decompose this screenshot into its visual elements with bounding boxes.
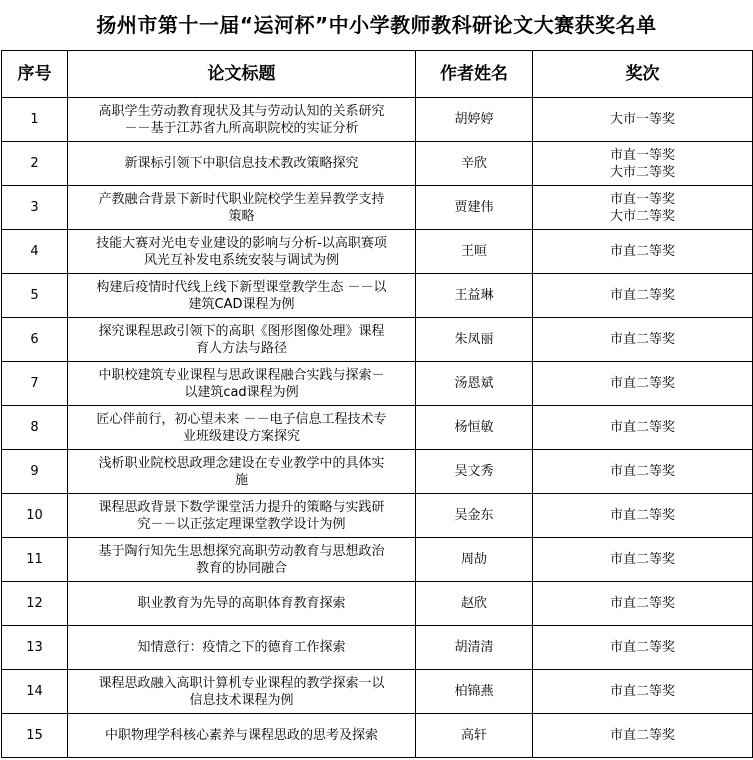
row-index: 12 bbox=[2, 582, 68, 626]
row-index: 2 bbox=[2, 142, 68, 186]
paper-title-line: 课程思政背景下数学课堂活力提升的策略与实践研 bbox=[98, 499, 385, 515]
row-index: 3 bbox=[2, 186, 68, 230]
row-index: 13 bbox=[2, 626, 68, 670]
award-level: 市直一等奖 bbox=[609, 147, 675, 163]
paper-title-cell bbox=[68, 362, 416, 406]
table-row bbox=[2, 318, 753, 362]
author-name: 赵欣 bbox=[416, 582, 533, 626]
award-cell bbox=[533, 670, 753, 714]
award-level: 大市二等奖 bbox=[609, 164, 675, 180]
paper-title-line: 探究课程思政引领下的高职《图形图像处理》课程 bbox=[98, 323, 385, 339]
award-level: 市直二等奖 bbox=[609, 244, 675, 259]
author-name: 王晅 bbox=[416, 230, 533, 274]
table-row bbox=[2, 142, 753, 186]
author-name: 胡婷婷 bbox=[416, 98, 533, 142]
award-cell bbox=[533, 318, 753, 362]
award-cell bbox=[533, 98, 753, 142]
paper-title-line: 中职校建筑专业课程与思政课程融合实践与探索－ bbox=[98, 367, 385, 383]
header-award: 奖次 bbox=[533, 51, 753, 98]
table-row bbox=[2, 362, 753, 406]
table-row bbox=[2, 98, 753, 142]
author-name: 汤恩斌 bbox=[416, 362, 533, 406]
award-level: 大市一等奖 bbox=[609, 112, 675, 127]
paper-title-line: 施 bbox=[234, 472, 248, 488]
award-level: 市直二等奖 bbox=[609, 420, 675, 435]
header-index: 序号 bbox=[2, 51, 68, 98]
table-row bbox=[2, 274, 753, 318]
award-level: 市直二等奖 bbox=[609, 508, 675, 523]
paper-title-cell bbox=[68, 582, 416, 626]
paper-title-line: 匠心伴前行，初心望未来 －－电子信息工程技术专 bbox=[96, 411, 387, 427]
paper-title-cell bbox=[68, 230, 416, 274]
paper-title-line: 职业教育为先导的高职体育教育探索 bbox=[137, 596, 346, 611]
author-name: 王益琳 bbox=[416, 274, 533, 318]
table-row bbox=[2, 406, 753, 450]
author-name: 柏锦燕 bbox=[416, 670, 533, 714]
paper-title-cell bbox=[68, 670, 416, 714]
award-cell bbox=[533, 362, 753, 406]
row-index: 11 bbox=[2, 538, 68, 582]
row-index: 6 bbox=[2, 318, 68, 362]
paper-title-line: 课程思政融入高职计算机专业课程的教学探索一以 bbox=[98, 675, 385, 691]
row-index: 8 bbox=[2, 406, 68, 450]
row-index: 1 bbox=[2, 98, 68, 142]
award-level: 市直二等奖 bbox=[609, 640, 675, 655]
paper-title-line: 究－－以正弦定理课堂教学设计为例 bbox=[137, 516, 346, 532]
row-index: 4 bbox=[2, 230, 68, 274]
table-row bbox=[2, 230, 753, 274]
award-level: 市直二等奖 bbox=[609, 376, 675, 391]
paper-title-line: 高职学生劳动教育现状及其与劳动认知的关系研究 bbox=[98, 103, 385, 119]
award-level: 市直二等奖 bbox=[609, 684, 675, 699]
award-level: 市直一等奖 bbox=[609, 191, 675, 207]
paper-title-line: 策略 bbox=[228, 208, 255, 224]
header-row bbox=[2, 51, 753, 98]
award-cell bbox=[533, 230, 753, 274]
paper-title-cell bbox=[68, 318, 416, 362]
paper-title-line: 教育的协同融合 bbox=[195, 560, 287, 576]
author-name: 吴金东 bbox=[416, 494, 533, 538]
paper-title-line: 技能大赛对光电专业建设的影响与分析-以高职赛项 bbox=[96, 235, 387, 251]
table-row bbox=[2, 582, 753, 626]
award-cell bbox=[533, 494, 753, 538]
author-name: 高轩 bbox=[416, 714, 533, 758]
award-cell bbox=[533, 274, 753, 318]
award-level: 市直二等奖 bbox=[609, 464, 675, 479]
paper-title-line: 新课标引领下中职信息技术教改策略探究 bbox=[124, 156, 359, 171]
paper-title-line: 育人方法与路径 bbox=[195, 340, 287, 356]
table-row bbox=[2, 494, 753, 538]
award-level: 大市二等奖 bbox=[609, 208, 675, 224]
award-cell bbox=[533, 450, 753, 494]
paper-title-cell bbox=[68, 406, 416, 450]
paper-title-line: 构建后疫情时代线上线下新型课堂教学生态 －－以 bbox=[96, 279, 387, 295]
author-name: 周劼 bbox=[416, 538, 533, 582]
paper-title-line: 浅析职业院校思政理念建设在专业教学中的具体实 bbox=[98, 455, 385, 471]
row-index: 9 bbox=[2, 450, 68, 494]
table-row bbox=[2, 538, 753, 582]
table-row bbox=[2, 714, 753, 758]
paper-title-cell bbox=[68, 98, 416, 142]
paper-title-cell bbox=[68, 142, 416, 186]
award-level: 市直二等奖 bbox=[609, 288, 675, 303]
header-author: 作者姓名 bbox=[416, 51, 533, 98]
author-name: 辛欣 bbox=[416, 142, 533, 186]
paper-title-line: 中职物理学科核心素养与课程思政的思考及探索 bbox=[104, 728, 378, 743]
paper-title-cell bbox=[68, 626, 416, 670]
table-row bbox=[2, 670, 753, 714]
paper-title-line: －－基于江苏省九所高职院校的实证分析 bbox=[124, 120, 359, 136]
award-table bbox=[1, 50, 753, 758]
author-name: 杨恒敏 bbox=[416, 406, 533, 450]
award-cell bbox=[533, 406, 753, 450]
award-cell bbox=[533, 142, 753, 186]
page-title: 扬州市第十一届“运河杯”中小学教师教科研论文大赛获奖名单 bbox=[96, 13, 657, 37]
row-index: 10 bbox=[2, 494, 68, 538]
award-level: 市直二等奖 bbox=[609, 552, 675, 567]
table-row bbox=[2, 450, 753, 494]
row-index: 5 bbox=[2, 274, 68, 318]
paper-title-cell bbox=[68, 714, 416, 758]
author-name: 胡清清 bbox=[416, 626, 533, 670]
table-row bbox=[2, 186, 753, 230]
award-cell bbox=[533, 186, 753, 230]
paper-title-line: 业班级建设方案探究 bbox=[182, 428, 300, 444]
award-cell bbox=[533, 626, 753, 670]
header-paper-title: 论文标题 bbox=[68, 51, 416, 98]
paper-title-line: 产教融合背景下新时代职业院校学生差异教学支持 bbox=[98, 191, 385, 207]
award-cell bbox=[533, 714, 753, 758]
paper-title-line: 风光互补发电系统安装与调试为例 bbox=[143, 252, 339, 268]
award-level: 市直二等奖 bbox=[609, 596, 675, 611]
paper-title-cell bbox=[68, 494, 416, 538]
award-level: 市直二等奖 bbox=[609, 728, 675, 743]
paper-title-line: 基于陶行知先生思想探究高职劳动教育与思想政治 bbox=[98, 543, 385, 559]
author-name: 贾建伟 bbox=[416, 186, 533, 230]
paper-title-line: 建筑CAD课程为例 bbox=[188, 296, 295, 312]
paper-title-cell bbox=[68, 450, 416, 494]
table-row bbox=[2, 626, 753, 670]
award-cell bbox=[533, 582, 753, 626]
paper-title-line: 信息技术课程为例 bbox=[189, 692, 294, 708]
paper-title-line: 以建筑cad课程为例 bbox=[184, 384, 299, 400]
row-index: 14 bbox=[2, 670, 68, 714]
author-name: 朱凤丽 bbox=[416, 318, 533, 362]
paper-title-cell bbox=[68, 274, 416, 318]
paper-title-cell bbox=[68, 538, 416, 582]
paper-title-cell bbox=[68, 186, 416, 230]
author-name: 吴文秀 bbox=[416, 450, 533, 494]
row-index: 7 bbox=[2, 362, 68, 406]
table-body bbox=[2, 98, 753, 758]
award-level: 市直二等奖 bbox=[609, 332, 675, 347]
paper-title-line: 知情意行：疫情之下的德育工作探索 bbox=[137, 640, 346, 655]
row-index: 15 bbox=[2, 714, 68, 758]
award-cell bbox=[533, 538, 753, 582]
